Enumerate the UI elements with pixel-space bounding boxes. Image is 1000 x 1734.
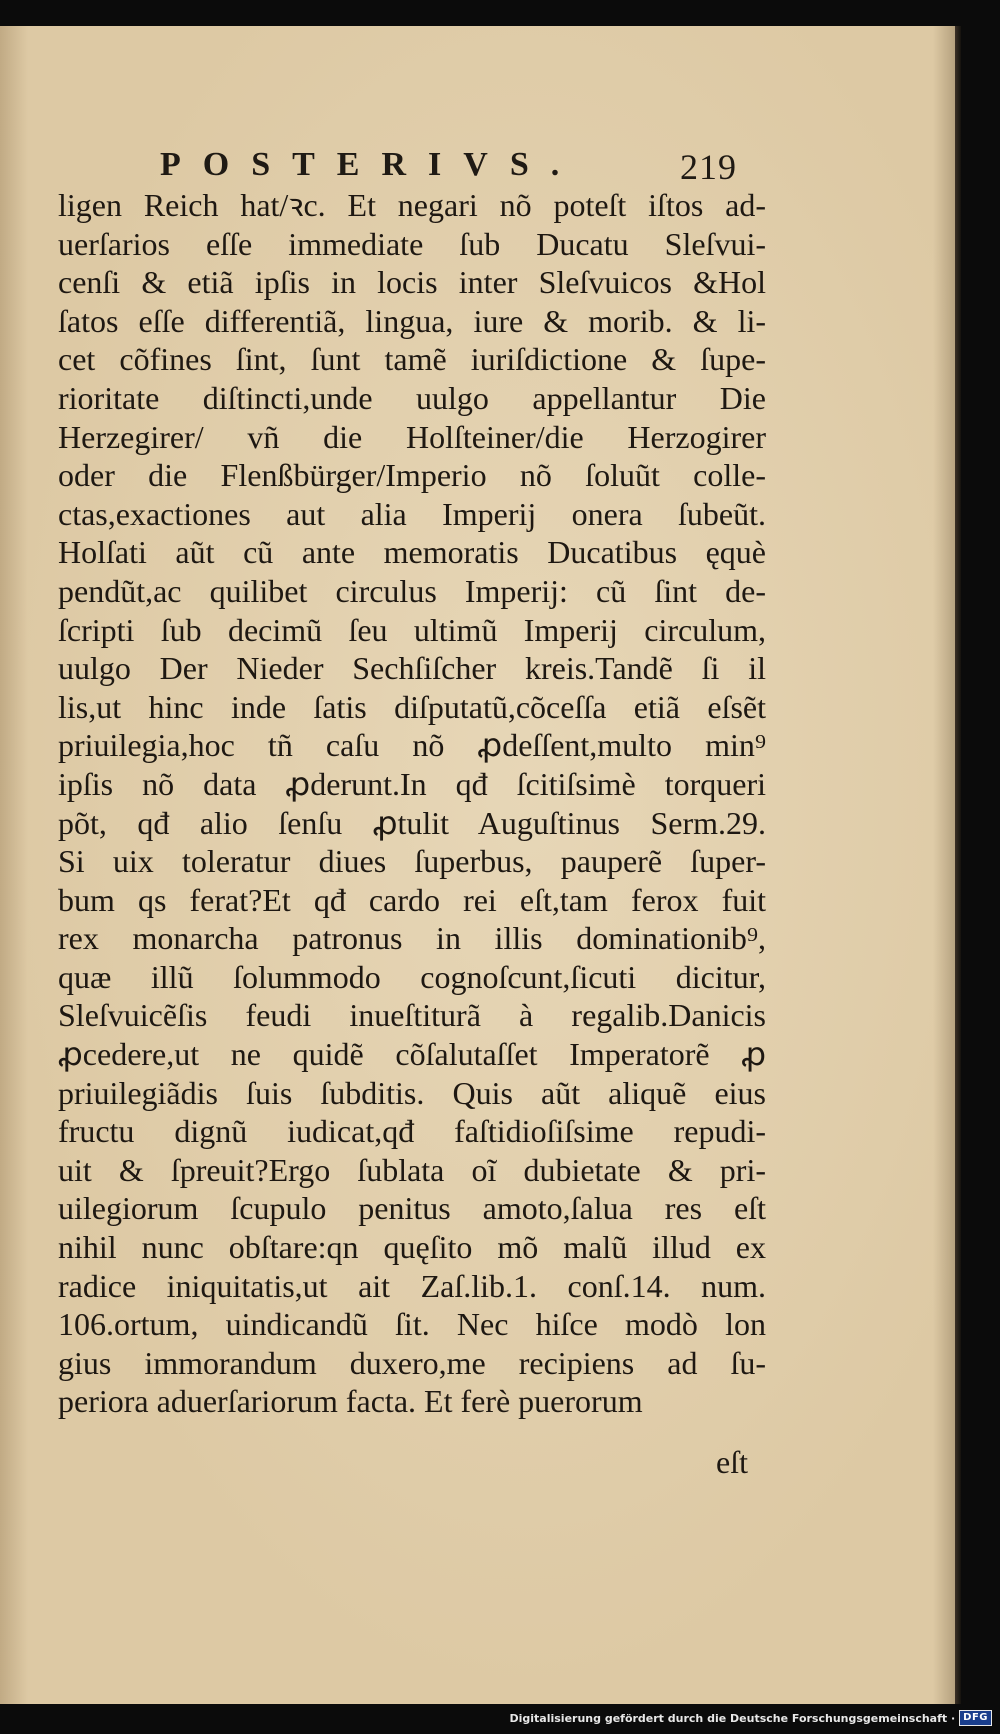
text-line: priuilegia,hoc tñ caſu nõ ꝓdeſſent,multo min⁹	[58, 727, 766, 764]
text-line: ipſis nõ data ꝓderunt.In qđ ſcitiſsimè torqueri	[58, 765, 766, 802]
text-line: põt, qđ alio ſenſu ꝓtulit Auguſtinus Serm.29.	[58, 804, 766, 841]
text-line: uit & ſpreuit?Ergo ſublata oĩ dubietate & pri-	[58, 1151, 766, 1188]
running-head: POSTERIVS.	[160, 146, 582, 183]
text-line: fructu dignũ iudicat,qđ faſtidioſiſsime repudi-	[58, 1113, 766, 1150]
dfg-logo-icon: DFG	[959, 1710, 992, 1726]
page-header	[160, 146, 760, 186]
text-line: ligen Reich hat/ꝛc. Et negari nõ poteſt iſtos ad-	[58, 187, 766, 223]
text-line: Herzegirer/ vñ die Holſteiner/die Herzogirer	[58, 418, 766, 455]
text-line: oder die Flenßbürger/Imperio nõ ſoluũt colle-	[58, 457, 766, 494]
text-line: uulgo Der Nieder Sechſiſcher kreis.Tandẽ ſi il	[58, 650, 766, 687]
text-line: priuilegiãdis ſuis ſubditis. Quis aũt aliquẽ eius	[58, 1074, 766, 1111]
text-line: periora aduerſariorum facta. Et ferè puerorum	[58, 1383, 643, 1420]
text-line: rioritate diſtincti,unde uulgo appellantur Die	[58, 379, 766, 416]
text-line: ctas,exactiones aut alia Imperij onera ſubeũt.	[58, 495, 766, 532]
text-line: nihil nunc obſtare:qn quęſito mõ malũ illud ex	[58, 1229, 766, 1266]
text-line: bum qs ferat?Et qđ cardo rei eſt,tam ferox fuit	[58, 881, 766, 918]
text-line: Holſati aũt cũ ante memoratis Ducatibus ęquè	[58, 534, 766, 571]
catchword: eſt	[716, 1444, 748, 1480]
book-page	[0, 26, 958, 1704]
text-line: cet cõfines ſint, ſunt tamẽ iuriſdictione & ſupe-	[58, 341, 766, 378]
text-line: ꝓcedere,ut ne quidẽ cõſalutaſſet Imperatorẽ ꝓ	[58, 1036, 766, 1073]
text-line: lis,ut hinc inde ſatis diſputatũ,cõceſſa etiã eſsẽt	[58, 688, 766, 725]
text-line: ſatos eſſe differentiã, lingua, iure & morib. & li-	[58, 302, 766, 339]
body-text	[58, 186, 766, 1421]
text-line: rex monarcha patronus in illis dominationib⁹,	[58, 920, 766, 957]
text-line: cenſi & etiã ipſis in locis inter Sleſvuicos &Hol	[58, 264, 766, 301]
text-line: quæ illũ ſolummodo cognoſcunt,ſicuti dicitur,	[58, 958, 766, 995]
credit-text: Digitalisierung gefördert durch die Deutsche Forschungsgemeinschaft ·	[509, 1711, 956, 1725]
text-line: Sleſvuicẽſis feudi inueſtiturã à regalib.Danicis	[58, 997, 766, 1034]
text-line: uilegiorum ſcupulo penitus amoto,ſalua res eſt	[58, 1190, 766, 1227]
text-line: Si uix toleratur diues ſuperbus, pauperẽ ſuper-	[58, 843, 766, 880]
page-number: 219	[680, 147, 737, 187]
page-edge	[955, 26, 961, 1704]
text-line: uerſarios eſſe immediate ſub Ducatu Sleſvui-	[58, 225, 766, 262]
text-line: ſcripti ſub decimũ ſeu ultimũ Imperij circulum,	[58, 611, 766, 648]
text-line: 106.ortum, uindicandũ ſit. Nec hiſce modò lon	[58, 1306, 766, 1343]
digitization-credit	[509, 1706, 992, 1730]
text-line: pendũt,ac quilibet circulus Imperij: cũ ſint de-	[58, 572, 766, 609]
text-line: gius immorandum duxero,me recipiens ad ſu-	[58, 1344, 766, 1381]
text-line: radice iniquitatis,ut ait Zaſ.lib.1. conſ.14. num.	[58, 1267, 766, 1304]
